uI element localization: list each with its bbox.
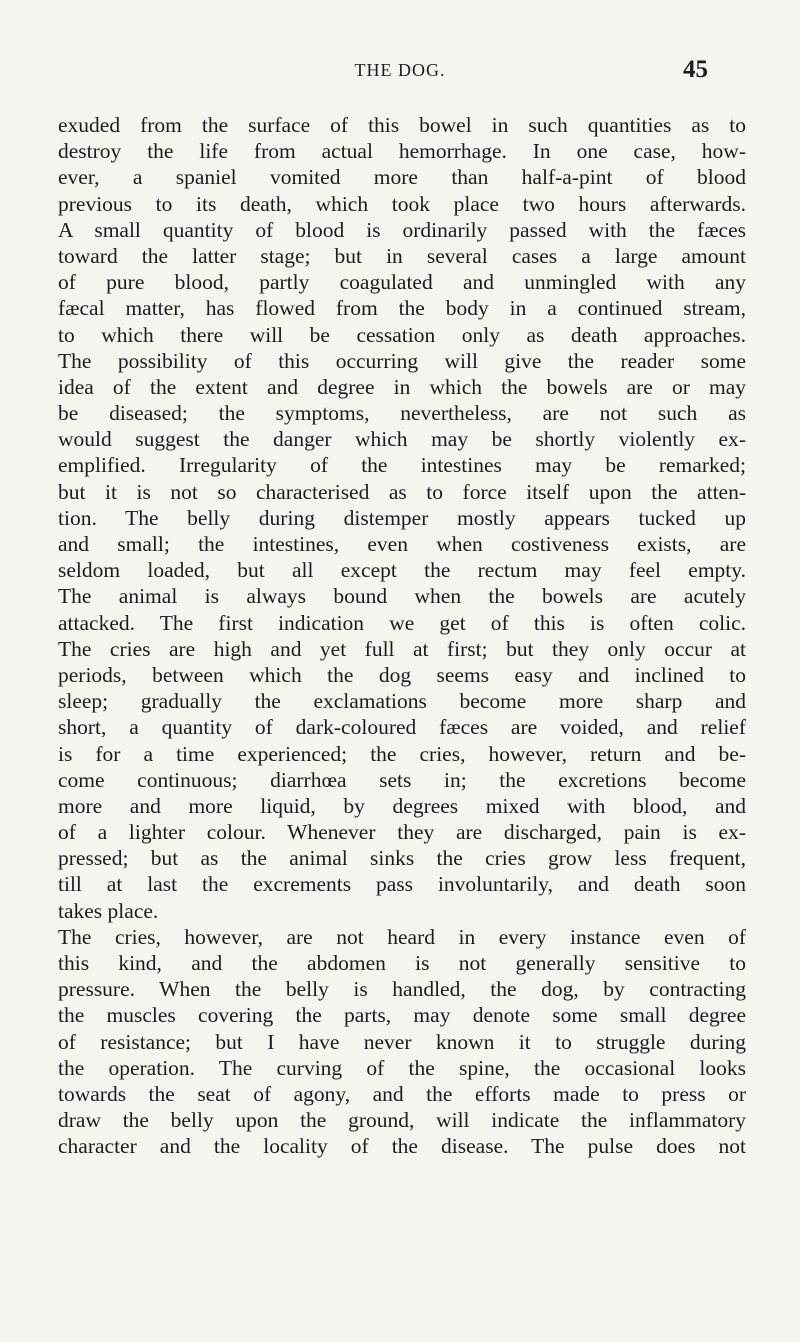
text-line: The possibility of this occurring will give the reader some [58,348,746,373]
text-line: The cries, however, are not heard in every instance even of [58,924,746,949]
text-line: short, a quantity of dark-coloured fæces are voided, and relief [58,715,746,740]
text-line: pressed; but as the animal sinks the cries grow less frequent, [58,846,746,871]
text-line: A small quantity of blood is ordinarily passed with the fæces [58,217,746,242]
text-line: fæcal matter, has flowed from the body in a continued stream, [58,296,746,321]
text-line: of resistance; but I have never known it to struggle during [58,1029,746,1054]
text-line: tion. The belly during distemper mostly appears tucked up [58,505,746,530]
text-line: periods, between which the dog seems easy and inclined to [58,662,746,687]
text-line: this kind, and the abdomen is not generally sensitive to [58,951,746,975]
text-line: The cries are high and yet full at first; but they only occur at [58,636,746,661]
text-line: takes place. [58,898,159,923]
body-text [58,112,746,1160]
text-line: sleep; gradually the exclamations become more sharp and [58,689,746,714]
text-line: more and more liquid, by degrees mixed with blood, and [58,793,746,818]
text-line: idea of the extent and degree in which the bowels are or may [58,374,746,399]
text-line: be diseased; the symptoms, nevertheless, are not such as [58,401,746,426]
text-line: draw the belly upon the ground, will indicate the inflammatory [58,1108,746,1133]
text-line: towards the seat of agony, and the efforts made to press or [58,1081,746,1106]
text-line: is for a time experienced; the cries, however, return and be- [58,741,746,766]
text-line: the operation. The curving of the spine, the occasional looks [58,1055,746,1080]
text-line: character and the locality of the disease. The pulse does not [58,1134,746,1159]
text-line: the muscles covering the parts, may denote some small degree [58,1003,746,1028]
text-line: but it is not so characterised as to force itself upon the atten- [58,479,746,504]
text-line: attacked. The first indication we get of this is often colic. [58,610,746,635]
page-number: 45 [683,56,708,83]
running-title: THE DOG. [354,60,446,80]
text-line: come continuous; diarrhœa sets in; the excretions become [58,767,746,792]
text-line: and small; the intestines, even when costiveness exists, are [58,532,746,556]
text-line: toward the latter stage; but in several cases a large amount [58,243,746,268]
text-line: exuded from the surface of this bowel in such quantities as to [58,113,746,137]
running-head [0,56,800,86]
text-line: till at last the excrements pass involuntarily, and death soon [58,872,746,897]
text-line: of a lighter colour. Whenever they are discharged, pain is ex- [58,820,746,845]
text-line: emplified. Irregularity of the intestines may be remarked; [58,453,746,478]
text-line: would suggest the danger which may be shortly violently ex- [58,427,746,452]
text-line: The animal is always bound when the bowels are acutely [58,584,746,609]
text-line: to which there will be cessation only as death approaches. [58,322,746,347]
text-line: of pure blood, partly coagulated and unmingled with any [58,270,746,295]
text-line: destroy the life from actual hemorrhage. In one case, how- [58,139,746,164]
text-line: previous to its death, which took place two hours afterwards. [58,191,746,216]
text-line: pressure. When the belly is handled, the dog, by contracting [58,977,746,1002]
text-line: ever, a spaniel vomited more than half-a-pint of blood [58,165,746,190]
text-line: seldom loaded, but all except the rectum may feel empty. [58,558,746,583]
